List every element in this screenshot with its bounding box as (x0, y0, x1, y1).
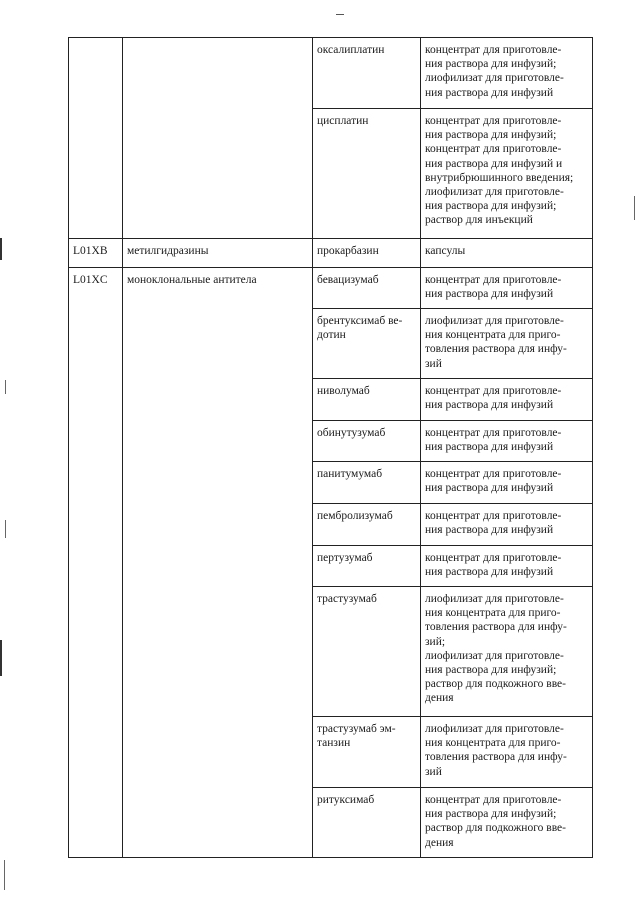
dosage-form-line: ния концентрата для приго- (425, 329, 561, 342)
dosage-form-cell (421, 268, 593, 309)
dosage-form-line: товления раствора для инфу- (425, 751, 567, 764)
dosage-form-cell (421, 587, 593, 717)
dosage-form-cell (421, 421, 593, 462)
atc-code-cell: L01XC (69, 268, 123, 858)
drug-name-cell: обинутузумаб (313, 421, 421, 462)
dosage-form-line: концентрат для приготовле- (425, 115, 562, 127)
dosage-form-line: ния раствора для инфузий (425, 524, 554, 537)
dosage-form-cell (421, 379, 593, 421)
dosage-form-line: лиофилизат для приготовле- (425, 649, 564, 662)
dosage-form-cell (421, 239, 593, 268)
dosage-form-line: концентрат для приготовле- (425, 427, 562, 439)
drug-group-cell (123, 38, 313, 239)
dosage-form-cell (421, 462, 593, 504)
dosage-form-line: раствор для подкожного вве- (425, 678, 566, 691)
dosage-form-line: лиофилизат для приготовле- (425, 723, 564, 735)
scan-edge-mark (0, 238, 2, 260)
drug-name-cell (313, 309, 421, 379)
dosage-form-line: ния концентрата для приго- (425, 737, 561, 750)
dosage-form-line: ния раствора для инфузий; (425, 664, 557, 677)
dosage-form-line: раствор для подкожного вве- (425, 822, 566, 835)
scan-dot-mark (634, 196, 635, 220)
dosage-form-line: лиофилизат для приготовле- (425, 315, 564, 327)
dosage-form-line: зий; (425, 635, 446, 648)
scan-dot-mark (4, 860, 5, 890)
dosage-form-line: концентрат для приготовле- (425, 552, 562, 564)
drug-name-cell: пертузумаб (313, 546, 421, 587)
dosage-form-line: лиофилизат для приготовле- (425, 593, 564, 605)
drug-name-cell: трастузумаб (313, 587, 421, 717)
dosage-form-line: лиофилизат для приготовле- (425, 72, 564, 85)
dosage-form-line: концентрат для приготовле- (425, 385, 562, 397)
dosage-form-line: ния раствора для инфузий (425, 482, 554, 495)
dosage-form-line: капсулы (425, 245, 466, 257)
dosage-form-line: дения (425, 836, 454, 849)
dosage-form-line: концентрат для приготовле- (425, 143, 562, 156)
dosage-form-line: ния раствора для инфузий (425, 566, 554, 579)
drug-name-cell: ниволумаб (313, 379, 421, 421)
dosage-form-line: концентрат для приготовле- (425, 44, 562, 56)
drug-name-cell: прокарбазин (313, 239, 421, 268)
dosage-form-cell (421, 504, 593, 546)
drug-table (68, 37, 593, 858)
dosage-form-line: ния концентрата для приго- (425, 607, 561, 620)
drug-name-cell: ритуксимаб (313, 788, 421, 858)
dosage-form-line: товления раствора для инфу- (425, 621, 567, 634)
dosage-form-line: зий (425, 765, 442, 778)
table-row (69, 239, 593, 268)
drug-group-cell: моноклональные антитела (123, 268, 313, 858)
scan-edge-mark (0, 640, 2, 676)
dosage-form-line: концентрат для приготовле- (425, 468, 562, 480)
dosage-form-line: лиофилизат для приготовле- (425, 186, 564, 199)
dosage-form-line: товления раствора для инфу- (425, 343, 567, 356)
drug-name-cell: панитумумаб (313, 462, 421, 504)
scan-dot-mark (5, 520, 6, 538)
drug-name-cell: бевацизумаб (313, 268, 421, 309)
drug-name-line: танзин (317, 737, 351, 750)
drug-name-cell: пембролизумаб (313, 504, 421, 546)
drug-name-cell (313, 717, 421, 788)
dosage-form-cell (421, 38, 593, 109)
dosage-form-line: ния раствора для инфузий (425, 441, 554, 454)
dosage-form-line: концентрат для приготовле- (425, 510, 562, 522)
drug-group-cell: метилгидразины (123, 239, 313, 268)
scan-dot-mark (5, 380, 6, 394)
dosage-form-line: ния раствора для инфузий; (425, 58, 557, 71)
dosage-form-line: раствор для инъекций (425, 214, 533, 227)
dosage-form-cell (421, 309, 593, 379)
dosage-form-line: ния раствора для инфузий (425, 86, 554, 99)
dosage-form-cell (421, 546, 593, 587)
atc-code-cell (69, 38, 123, 239)
dosage-form-line: ния раствора для инфузий; (425, 200, 557, 213)
dosage-form-line: концентрат для приготовле- (425, 274, 562, 286)
dosage-form-cell (421, 717, 593, 788)
dosage-form-line: ния раствора для инфузий (425, 399, 554, 412)
dosage-form-cell (421, 788, 593, 858)
drug-name-cell: оксалиплатин (313, 38, 421, 109)
drug-name-line: дотин (317, 329, 346, 342)
page-mark (336, 14, 344, 15)
atc-code-cell: L01XB (69, 239, 123, 268)
dosage-form-line: зий (425, 357, 442, 370)
dosage-form-line: ния раствора для инфузий; (425, 129, 557, 142)
dosage-form-line: ния раствора для инфузий; (425, 808, 557, 821)
drug-name-line: трастузумаб эм- (317, 723, 396, 735)
dosage-form-line: ния раствора для инфузий и (425, 157, 563, 170)
dosage-form-line: ния раствора для инфузий (425, 288, 554, 301)
dosage-form-cell (421, 109, 593, 239)
dosage-form-line: концентрат для приготовле- (425, 794, 562, 806)
drug-name-cell: цисплатин (313, 109, 421, 239)
dosage-form-line: внутрибрюшинного введения; (425, 171, 574, 184)
table-row (69, 38, 593, 109)
dosage-form-line: дения (425, 692, 454, 705)
drug-name-line: брентуксимаб ве- (317, 315, 403, 327)
table-row (69, 268, 593, 309)
